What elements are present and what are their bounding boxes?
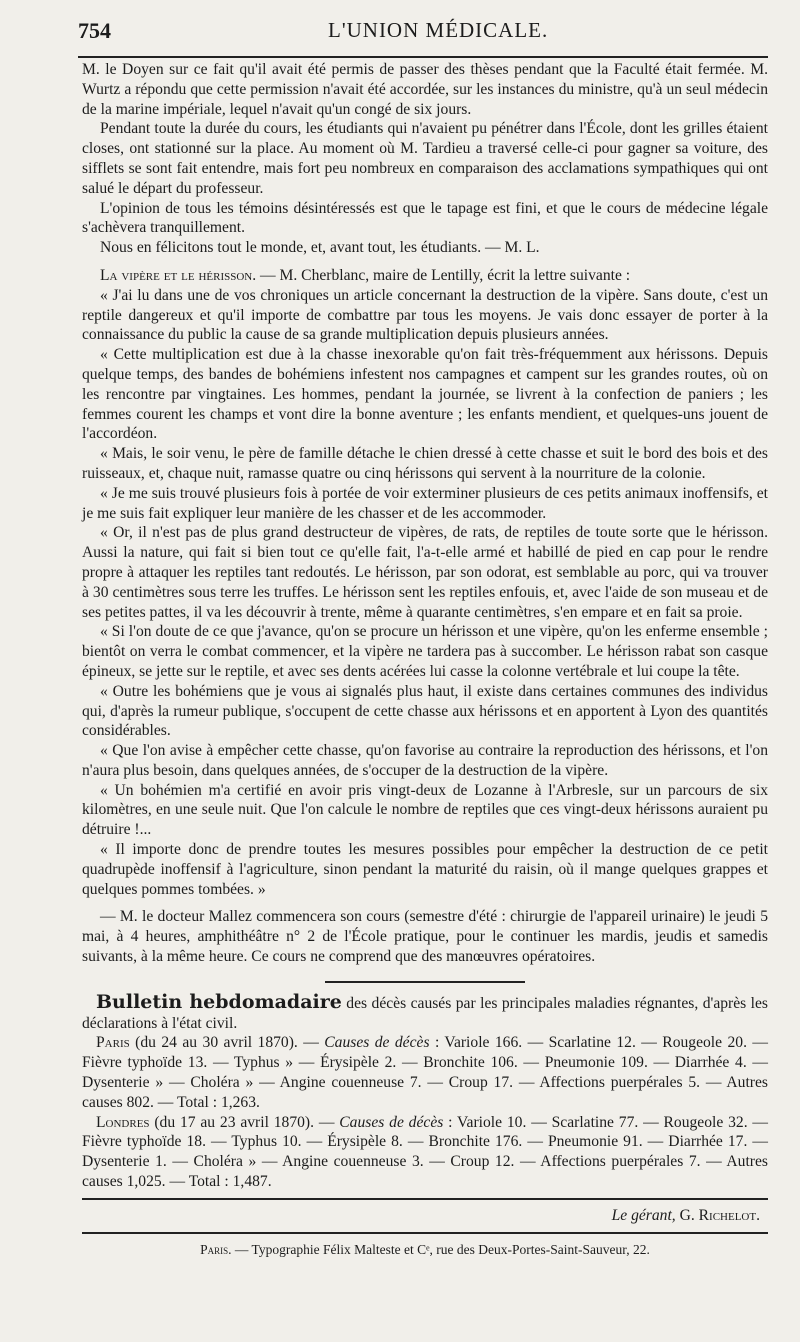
header-rule [78, 56, 768, 58]
paragraph: « Outre les bohémiens que je vous ai signalés plus haut, il existe dans certaines communes des individus qui, d'après la rumeur publique, s'occupent de cette chasse aux hérissons et en apportent à Lyon des quantités considérables. [82, 682, 768, 740]
london-causes: : Variole 10. — Scarlatine 77. — Rougeole 32. — Fièvre typhoïde 18. — Typhus 10. — Érysipèle 8. — Bronchite 176. — Pneumonie 91. — Diarrhée 17. — Dysenterie 1. — Choléra » — Angine couenneuse 3. — Croup 12. — Affections puerpérales 7. — Autres causes 1,025. — Total : 1,487. [82, 1113, 769, 1191]
paragraph: « J'ai lu dans une de vos chroniques un article concernant la destruction de la vipère. Sans doute, c'est un reptile dangereux et qu'il importe de combattre par tous les moyens. Je vais donc essayer de porter à la connaissance du public la cause de sa grande multiplication depuis plusieurs années. [82, 286, 768, 344]
section-divider [325, 981, 525, 983]
article-body [82, 60, 768, 1259]
london-statistics [82, 1113, 768, 1192]
paragraph: L'opinion de tous les témoins désintéressés est que le tapage est fini, et que le cours de médecine légale s'achèvera tranquillement. [82, 199, 768, 237]
london-dates: (du 17 au 23 avril 1870). — [149, 1113, 340, 1131]
imprint-rule [82, 1232, 768, 1234]
city-name: Paris [96, 1034, 130, 1052]
paragraph: Nous en félicitons tout le monde, et, avant tout, les étudiants. — M. L. [100, 239, 540, 257]
paragraph: « Si l'on doute de ce que j'avance, qu'on se procure un hérisson et une vipère, qu'on les enferme ensemble ; bientôt on verra le combat commencer, et la vipère ne tardera pas à succomber. Le hérisson rabat son casque épineux, se jette sur le reptile, et avec ses dents acérées lui casse la colonne vertébrale et lui coupe la tête. [82, 623, 768, 680]
paragraph: « Il importe donc de prendre toutes les mesures possibles pour empêcher la destruction de ce petit quadrupède inoffensif à l'agriculture, sinon pendant la maturité du raisin, où il mange quelques grappes et quelques pommes tombées. » [82, 841, 768, 898]
paragraph: Pendant toute la durée du cours, les étudiants qui n'avaient pu pénétrer dans l'École, dont les grilles étaient closes, ont stationné sur la place. Au moment où M. Tardieu a traversé celle-ci pour gagner sa voiture, des sifflets se sont fait entendre, mais fort peu nombreux en comparaison des acclamations sympathiques qui ont salué le départ du professeur. [82, 120, 768, 197]
bulletin-title: Bulletin hebdomadaire [96, 990, 342, 1013]
city-name: Londres [96, 1113, 150, 1131]
running-title: L'UNION MÉDICALE. [328, 18, 549, 42]
section-heading: La vipère et le hérisson. [100, 266, 257, 284]
paris-causes: : Variole 166. — Scarlatine 12. — Rougeole 20. — Fièvre typhoïde 13. — Typhus » — Érysipèle 2. — Bronchite 106. — Pneumonie 109. — Diarrhée 4. — Dysenterie » — Choléra » — Angine couenneuse 7. — Croup 17. — Affections puerpérales 5. — Autres causes 802. — Total : 1,263. [82, 1034, 768, 1111]
signature-label: Le gérant, [611, 1206, 676, 1224]
paragraph: « Mais, le soir venu, le père de famille détache le chien dressé à cette chasse et suit le bord des bois et des ruisseaux, et, chaque nuit, ramasse quatre ou cinq hérissons qui servent à la nourriture de la colonie. [82, 445, 768, 482]
printer-imprint [82, 1240, 768, 1260]
imprint-city: Paris. [200, 1241, 232, 1257]
bulletin-section [82, 990, 769, 1192]
page-number: 754 [78, 18, 111, 43]
paragraph: — M. le docteur Mallez commencera son cours (semestre d'été : chirurgie de l'appareil urinaire) le jeudi 5 mai, à 4 heures, amphithéâtre n° 2 de l'École pratique, pour le continuer les mardis, jeudis et samedis suivants, à la même heure. Ce cours ne comprend que des manœuvres opératoires. [82, 908, 768, 966]
paragraph: « Je me suis trouvé plusieurs fois à portée de voir exterminer plusieurs de ces petits animaux inoffensifs, et je me suis fait expliquer leur manière de les chasser et de les accommoder. [82, 484, 768, 522]
paragraph: « Un bohémien m'a certifié en avoir pris vingt-deux de Lozanne à l'Arbresle, sur un parcours de six kilomètres, en une seule nuit. Que l'on calcule le nombre de reptiles que ces vingt-deux hérissons auraient pu détruire !... [82, 781, 768, 839]
paris-statistics [82, 1033, 768, 1112]
paragraph: « Que l'on avise à empêcher cette chasse, qu'on favorise au contraire la reproduction des hérissons, et l'on n'aura plus besoin, dans quelques années, de s'occuper de la destruction de la vipère. [82, 742, 768, 779]
paragraph: M. le Doyen sur ce fait qu'il avait été permis de passer des thèses pendant que la Faculté était fermée. M. Wurtz a répondu que cette permission n'avait été accordée, sur les instances du ministre, qu'à un seul médecin de la marine impériale, lequel n'avait qu'un congé de six jours. [82, 61, 768, 118]
paragraph: « Or, il n'est pas de plus grand destructeur de vipères, de rats, de reptiles de toute sorte que le hérisson. Aussi la nature, qui fait si bien tout ce qu'elle fait, l'a-t-elle armé et habillé de pied en cap pour le rendre propre à attaquer les reptiles tant redoutés. Le hérisson, par son odorat, est semblable au porc, qui va trouver à 30 centimètres sous terre les truffes. Le hérisson sent les reptiles enfouis, et, avec l'aide de son museau et de ses petites pattes, il va les découvrir à trente, même à quarante centimètres, s'en empare et en fait sa proie. [82, 524, 768, 621]
heading-continuation: — M. Cherblanc, maire de Lentilly, écrit la lettre suivante : [256, 266, 631, 284]
imprint-text: — Typographie Félix Malteste et Cᵉ, rue des Deux-Portes-Saint-Sauveur, 22. [231, 1241, 650, 1257]
bulletin-intro [82, 990, 768, 1034]
footer-rule [82, 1198, 768, 1200]
signature [82, 1206, 760, 1226]
paragraph: « Cette multiplication est due à la chasse inexorable qu'on fait très-fréquemment aux hérissons. Depuis quelque temps, des bandes de bohémiens infestent nos campagnes et campent sur les grandes routes, où on les rencontre par vingtaines. Les hommes, pendant la journée, se livrent à la confection de paniers ; les femmes courent les champs et vont dire la bonne aventure ; les enfants mendient, et quelques-uns jouent de l'accordéon. [82, 346, 768, 443]
signature-name: G. Richelot. [679, 1206, 760, 1224]
page-header [78, 18, 768, 46]
bulletin-intro-text: des décès causés par les principales maladies régnantes, d'après les déclarations à l'état civil. [82, 994, 768, 1032]
paris-dates: (du 24 au 30 avril 1870). — [129, 1034, 325, 1052]
causes-label: Causes de décès [324, 1034, 430, 1052]
section-heading-paragraph [82, 266, 768, 286]
causes-label: Causes de décès [339, 1113, 444, 1131]
